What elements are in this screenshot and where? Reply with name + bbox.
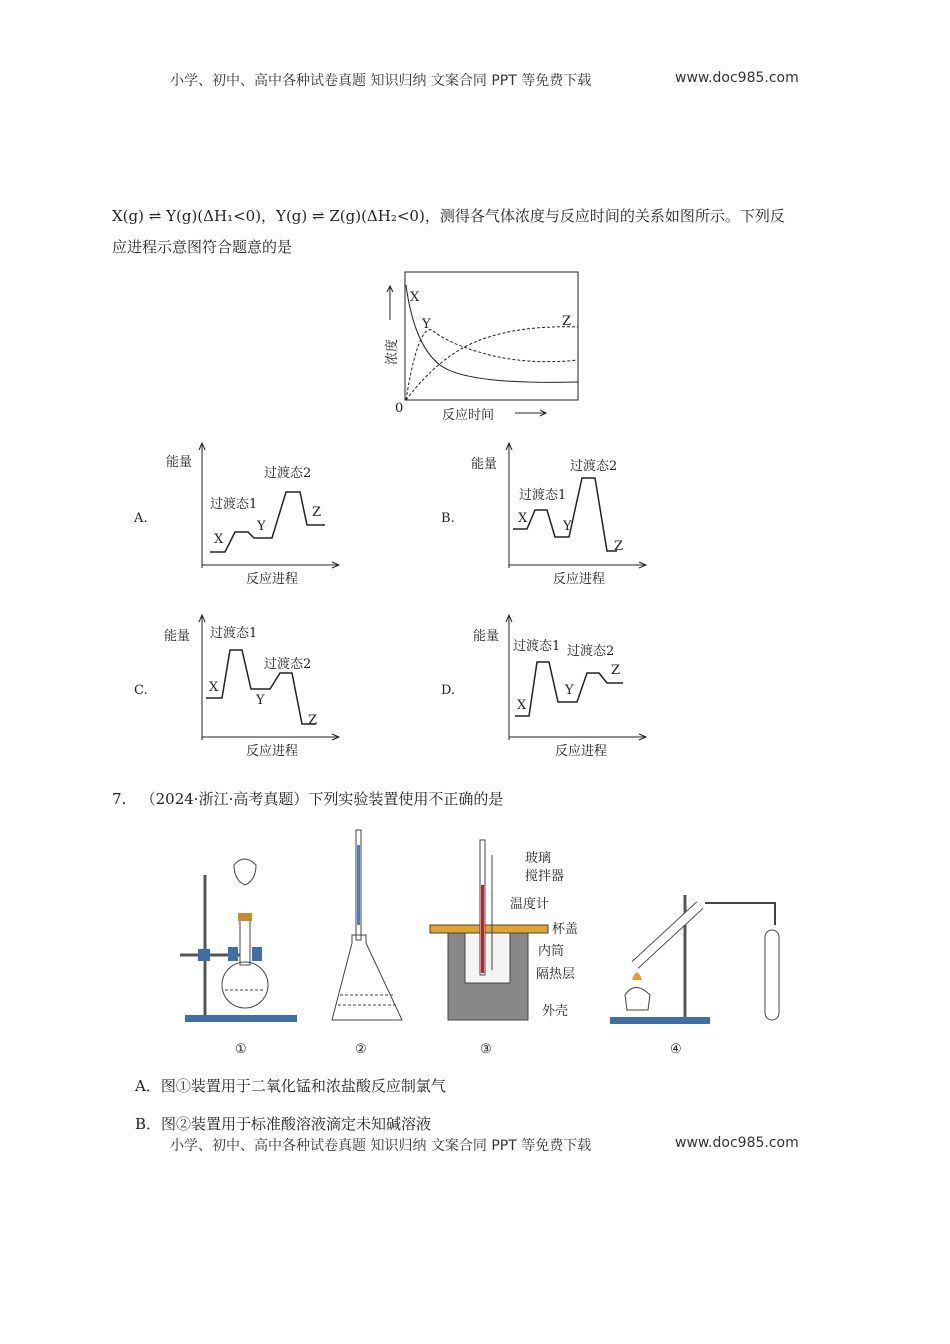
figure-shape bbox=[228, 947, 238, 961]
figure-label: 过渡态1 bbox=[513, 639, 561, 654]
energy-chart-a[interactable] bbox=[130, 440, 350, 590]
footer-url[interactable]: www.doc985.com bbox=[675, 1135, 799, 1151]
figure-shape bbox=[222, 962, 268, 1008]
x-axis-label: 反应时间 bbox=[442, 408, 495, 423]
figure-label: Y bbox=[565, 683, 574, 698]
label-z: Z bbox=[562, 314, 572, 329]
figure-shape bbox=[198, 949, 210, 961]
figure-label: ③ bbox=[480, 1042, 492, 1057]
figure-label: 隔热层 bbox=[536, 967, 576, 982]
question-6-line1: X(g) ⇌ Y(g)(ΔH₁<0)，Y(g) ⇌ Z(g)(ΔH₂<0)，测得各气体浓度与反应时间的关系如图所示。下列反 bbox=[112, 207, 785, 225]
apparatus-1 bbox=[180, 859, 297, 1057]
figure-shape bbox=[506, 615, 646, 740]
figure-label: 过渡态2 bbox=[264, 466, 312, 481]
figure-label: Z bbox=[611, 663, 621, 678]
option-label: C. bbox=[134, 683, 148, 698]
figure-label: 温度计 bbox=[510, 897, 550, 912]
figure-label: 过渡态2 bbox=[570, 459, 618, 474]
apparatus-3-calorimeter bbox=[430, 840, 578, 1057]
figure-label: 外壳 bbox=[542, 1004, 569, 1019]
figure-label: 杯盖 bbox=[552, 922, 579, 937]
option-a[interactable]: A．图①装置用于二氧化锰和浓盐酸反应制氯气 bbox=[135, 1077, 446, 1095]
figure-shape bbox=[481, 885, 484, 973]
figure-shape bbox=[357, 845, 360, 925]
figure-shape bbox=[515, 410, 546, 416]
figure-shape bbox=[625, 988, 650, 1011]
figure-shape bbox=[234, 859, 256, 885]
apparatus-figure bbox=[180, 825, 820, 1060]
figure-label: 反应进程 bbox=[246, 744, 299, 759]
figure-label: 能量 bbox=[164, 629, 191, 644]
figure-shape bbox=[765, 930, 779, 1020]
figure-shape bbox=[238, 913, 252, 921]
header-url[interactable]: www.doc985.com bbox=[675, 70, 799, 86]
option-label: A. bbox=[134, 511, 148, 526]
figure-shape bbox=[610, 1017, 710, 1024]
figure-label: X bbox=[209, 680, 219, 695]
figure-label: X bbox=[214, 532, 224, 547]
origin-label: 0 bbox=[395, 401, 404, 416]
option-label: D. bbox=[441, 683, 456, 698]
figure-shape bbox=[185, 1015, 297, 1022]
figure-label: 能量 bbox=[166, 455, 193, 470]
figure-label: Y bbox=[256, 693, 265, 708]
question-number: 7. bbox=[112, 790, 127, 808]
figure-shape bbox=[430, 925, 548, 933]
figure-shape bbox=[252, 947, 262, 961]
energy-chart-b[interactable] bbox=[437, 440, 657, 590]
figure-label: ① bbox=[235, 1042, 247, 1057]
figure-label: Y bbox=[563, 519, 572, 534]
figure-label: 过渡态1 bbox=[210, 497, 258, 512]
figure-shape bbox=[387, 286, 393, 320]
figure-label: 反应进程 bbox=[553, 572, 606, 587]
figure-label: ④ bbox=[670, 1042, 682, 1057]
chart-frame bbox=[405, 272, 578, 400]
apparatus-4 bbox=[610, 895, 779, 1057]
figure-label: 过渡态1 bbox=[210, 626, 258, 641]
figure-shape bbox=[465, 933, 510, 983]
figure-shape bbox=[332, 935, 402, 1020]
figure-shape bbox=[632, 973, 642, 981]
question-stem: 下列实验装置使用不正确的是 bbox=[308, 790, 504, 808]
curve-x bbox=[406, 285, 578, 382]
figure-shape bbox=[635, 905, 700, 965]
concentration-time-chart bbox=[370, 265, 590, 425]
footer-text: 小学、初中、高中各种试卷真题 知识归纳 文案合同 PPT 等免费下载 bbox=[170, 1138, 592, 1154]
y-axis-label: 浓度 bbox=[385, 338, 400, 365]
figure-label: 过渡态1 bbox=[519, 488, 567, 503]
curve-z bbox=[406, 327, 578, 400]
question-6-line2: 应进程示意图符合题意的是 bbox=[112, 238, 293, 256]
figure-label: 过渡态2 bbox=[264, 657, 312, 672]
energy-chart-c[interactable] bbox=[130, 612, 350, 762]
question-source: （2024·浙江·高考真题） bbox=[140, 790, 309, 808]
figure-label: 反应进程 bbox=[246, 572, 299, 587]
figure-label: 反应进程 bbox=[555, 744, 608, 759]
figure-label: 内筒 bbox=[538, 944, 565, 959]
header-text: 小学、初中、高中各种试卷真题 知识归纳 文案合同 PPT 等免费下载 bbox=[170, 73, 592, 89]
figure-label: 搅拌器 bbox=[525, 869, 565, 884]
figure-label: X bbox=[518, 511, 528, 526]
figure-label: Z bbox=[312, 505, 322, 520]
figure-shape bbox=[705, 903, 775, 925]
option-label: B. bbox=[441, 511, 455, 526]
label-x: X bbox=[410, 290, 420, 305]
figure-shape bbox=[338, 995, 398, 1005]
curve-y bbox=[406, 330, 578, 400]
figure-label: 能量 bbox=[471, 457, 498, 472]
question-7 bbox=[112, 788, 503, 809]
energy-chart-d[interactable] bbox=[437, 612, 657, 762]
figure-label: 玻璃 bbox=[525, 851, 552, 866]
figure-shape bbox=[240, 915, 250, 965]
figure-label: X bbox=[517, 698, 527, 713]
figure-label: Y bbox=[257, 519, 266, 534]
figure-label: 过渡态2 bbox=[567, 644, 615, 659]
figure-label: Z bbox=[308, 713, 318, 728]
figure-label: 能量 bbox=[473, 629, 500, 644]
option-b[interactable]: B．图②装置用于标准酸溶液滴定未知碱溶液 bbox=[135, 1115, 432, 1133]
apparatus-2 bbox=[332, 830, 402, 1057]
figure-label: Z bbox=[614, 539, 624, 554]
figure-label: ② bbox=[355, 1042, 367, 1057]
label-y: Y bbox=[422, 317, 431, 332]
